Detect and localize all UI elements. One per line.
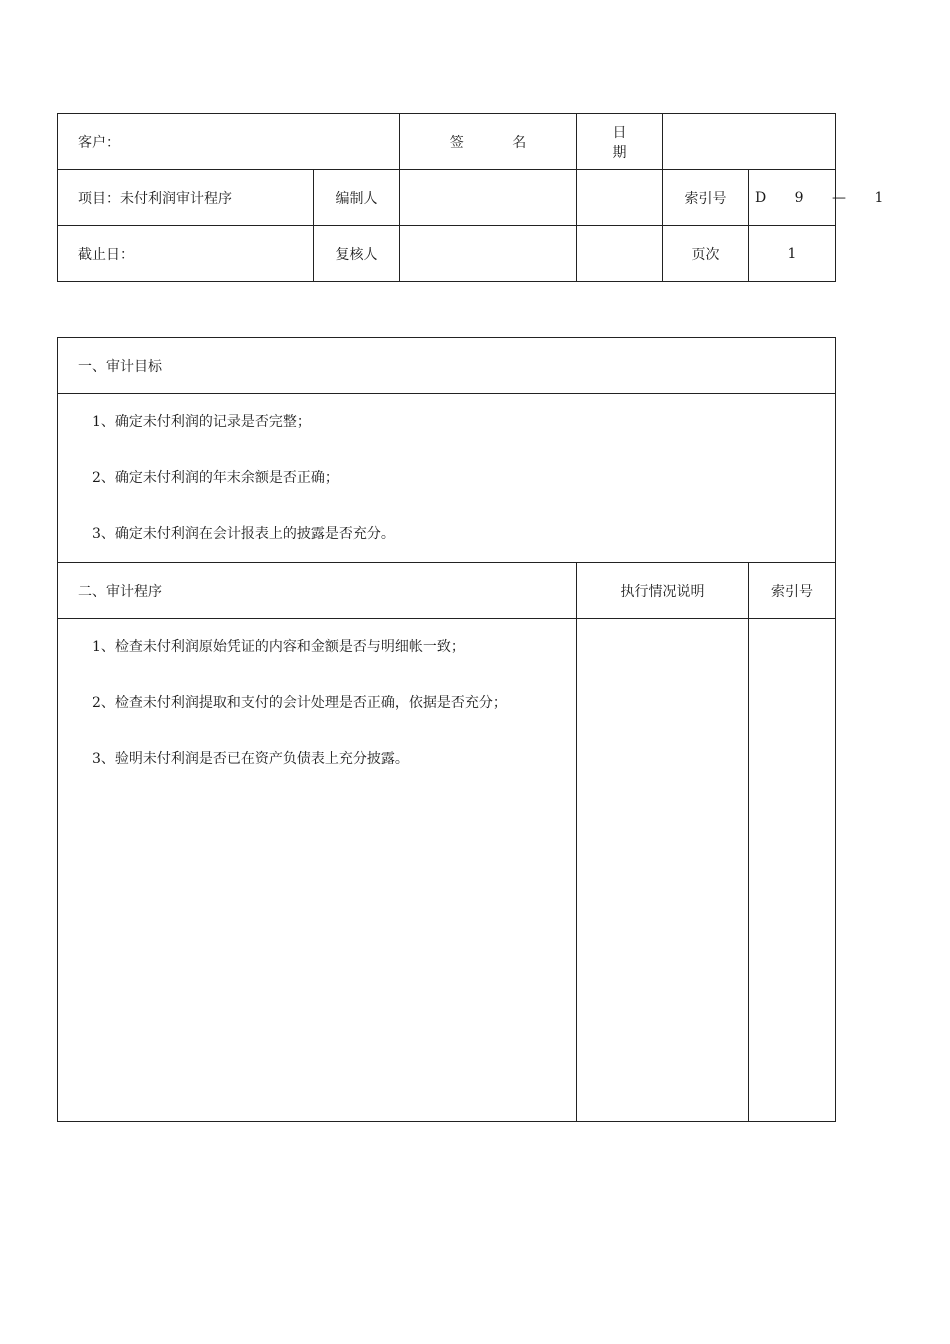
reviewer-date-cell[interactable] — [577, 226, 663, 282]
preparer-label: 编制人 — [314, 170, 400, 226]
objectives-title-row — [58, 338, 836, 394]
procedure-item: 1、检查未付利润原始凭证的内容和金额是否与明细帐一致； — [92, 639, 465, 655]
procedures-body-row — [58, 619, 836, 1122]
header-row-cutoff — [58, 226, 836, 282]
procedure-item: 3、验明未付利润是否已在资产负债表上充分披露。 — [92, 751, 409, 767]
sign-label: 签 名 — [400, 114, 577, 170]
procedures-list — [58, 619, 577, 1122]
date-value-cell[interactable] — [663, 114, 836, 170]
procedure-index-cell[interactable] — [749, 619, 836, 1122]
execution-notes-cell[interactable] — [577, 619, 749, 1122]
header-row-client — [58, 114, 836, 170]
reviewer-label: 复核人 — [314, 226, 400, 282]
objective-item: 2、确定未付利润的年末余额是否正确； — [92, 470, 339, 486]
procedure-item: 2、检查未付利润提取和支付的会计处理是否正确，依据是否充分； — [92, 695, 507, 711]
preparer-sign-cell[interactable] — [400, 170, 577, 226]
procedures-title-row — [58, 563, 836, 619]
index-label: 索引号 — [663, 170, 749, 226]
client-label: 客户： — [58, 114, 400, 170]
objectives-title: 一、审计目标 — [58, 338, 836, 394]
objectives-body-row — [58, 394, 836, 563]
objective-item: 3、确定未付利润在会计报表上的披露是否充分。 — [92, 526, 395, 542]
index-value: D 9 — 1 — [749, 170, 836, 226]
objective-item: 1、确定未付利润的记录是否完整； — [92, 414, 311, 430]
execution-column-header: 执行情况说明 — [577, 563, 749, 619]
preparer-date-cell[interactable] — [577, 170, 663, 226]
index-column-header: 索引号 — [749, 563, 836, 619]
page-label: 页次 — [663, 226, 749, 282]
reviewer-sign-cell[interactable] — [400, 226, 577, 282]
procedures-title: 二、审计程序 — [58, 563, 577, 619]
project-label: 项目：未付利润审计程序 — [58, 170, 314, 226]
audit-table — [57, 337, 836, 1122]
objectives-list — [58, 394, 836, 563]
cutoff-label: 截止日： — [58, 226, 314, 282]
date-label: 日 期 — [577, 114, 663, 170]
header-row-project — [58, 170, 836, 226]
header-table — [57, 113, 896, 282]
page-value: 1 — [749, 226, 836, 282]
